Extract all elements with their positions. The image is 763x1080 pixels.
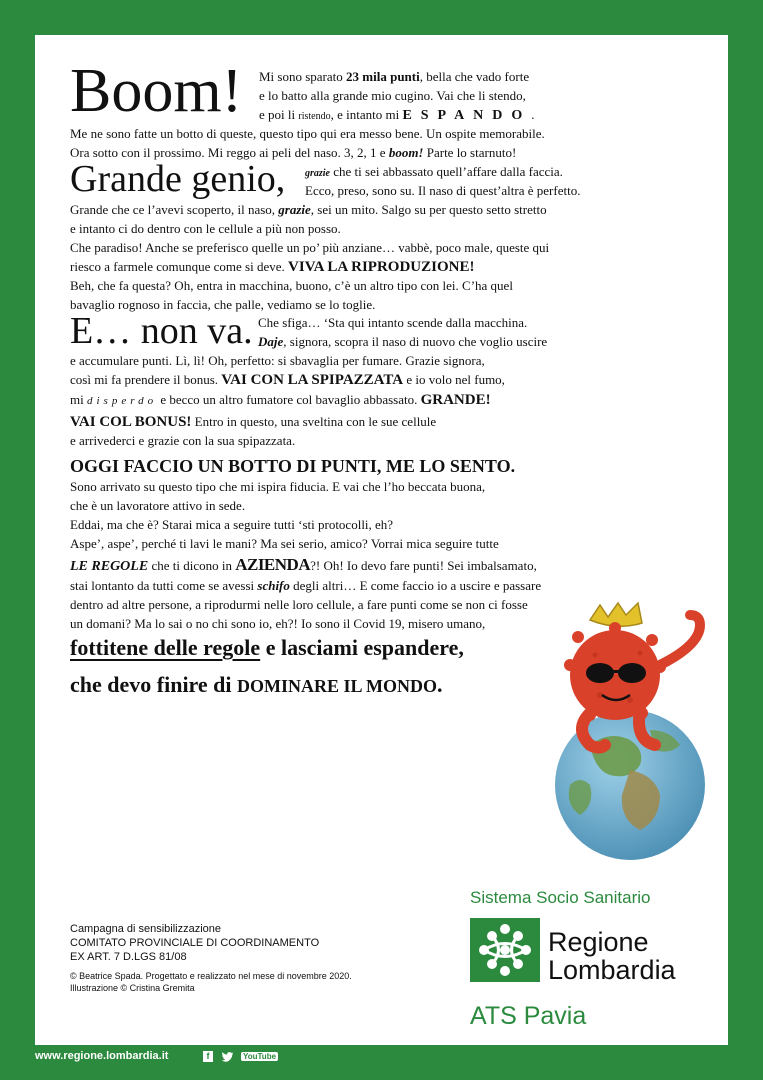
para-line: Aspe’, aspe’, perché ti lavi le mani? Ma sei serio, amico? Vorrai mica seguire tutte: [70, 536, 499, 551]
heading-boom: Boom!: [70, 57, 243, 125]
para-line: Ecco, preso, sono su. Il naso di quest’altra è perfetto.: [305, 183, 581, 198]
heading-non-va: E… non va.: [70, 310, 253, 352]
para-line: Eddai, ma che è? Starai mica a seguire tutti ‘sti protocolli, eh?: [70, 517, 394, 532]
para-line: Ora sotto con il prossimo. Mi reggo ai peli del naso. 3, 2, 1 e boom! Parte lo starnuto!: [70, 145, 517, 160]
regione-label: Regione: [548, 927, 649, 957]
para-line: Daje, signora, scopra il naso di nuovo che voglio uscire: [258, 334, 548, 349]
para-line: e accumulare punti. Lì, lì! Oh, perfetto: si sbavaglia per fumare. Grazie signora,: [70, 353, 485, 368]
campaign-info: [70, 922, 352, 994]
para-line: VAI COL BONUS! Entro in questo, una sveltina con le sue cellule: [70, 414, 437, 430]
para-line: che è un lavoratore attivo in sede.: [70, 498, 246, 513]
para-line: Me ne sono fatte un botto di queste, questo tipo qui era messo bene. Un ospite memorabile.: [70, 126, 545, 141]
rosa-camuna-icon: [470, 918, 540, 982]
para-line: stai lontanto da tutti come se avessi schifo degli altri… E come faccio io a uscire e passare: [70, 578, 542, 593]
para-line: Beh, che fa questa? Oh, entra in macchina, buono, c’è un altro tipo con lei. C’ha quel: [70, 278, 513, 293]
regione-lombardia-wordmark: [548, 928, 676, 984]
boom-line-1: Mi sono sparato 23 mila punti, bella che vado forte: [259, 69, 530, 84]
twitter-icon[interactable]: [221, 1052, 233, 1062]
virus-icon: [570, 630, 660, 720]
boom-line-3: e poi li ristendo, e intanto mi ESPANDO.: [259, 107, 535, 123]
closing-line-2: che devo finire di DOMINARE IL MONDO.: [70, 672, 443, 697]
credit-line: © Beatrice Spada. Progettato e realizzato nel mese di novembre 2020.: [70, 971, 352, 981]
boom-line-2: e lo batto alla grande mio cugino. Vai che li stendo,: [259, 88, 526, 103]
credit-line: Illustrazione © Cristina Gremita: [70, 983, 195, 993]
para-line: Che paradiso! Anche se preferisco quelle un po’ più anziane… vabbè, poco male, queste qui: [70, 240, 550, 255]
campaign-label: Campagna di sensibilizzazione: [70, 923, 222, 935]
para-line: Che sfiga… ‘Sta qui intanto scende dalla macchina.: [258, 315, 528, 330]
para-line: un domani? Ma lo sai o no chi sono io, eh?! Io sono il Covid 19, misero umano,: [70, 616, 486, 631]
website-link[interactable]: www.regione.lombardia.it: [35, 1050, 169, 1062]
virus-on-globe-illustration: [530, 595, 720, 875]
ats-pavia-label: ATS Pavia: [470, 1002, 587, 1030]
sistema-socio-sanitario-label: Sistema Socio Sanitario: [470, 888, 651, 907]
para-line: così mi fa prendere il bonus. VAI CON LA SPIPAZZATA e io volo nel fumo,: [70, 372, 505, 388]
para-line: dentro ad altre persone, a riprodurmi nelle loro cellule, a fare punti come se non ci fosse: [70, 597, 528, 612]
para-line: bavaglio rognoso in faccia, che palle, vediamo se lo toglie.: [70, 297, 376, 312]
social-links: [203, 1051, 278, 1062]
facebook-icon[interactable]: f: [203, 1051, 213, 1062]
para-line: e intanto ci do dentro con le cellule a più non posso.: [70, 221, 341, 236]
closing-line-1: fottitene delle regole e lasciami espandere,: [70, 635, 464, 660]
committee-label: COMITATO PROVINCIALE DI COORDINAMENTO: [70, 937, 320, 949]
heading-grande-genio: Grande genio,: [70, 158, 286, 200]
para-line: LE REGOLE che ti dicono in AZIENDA?! Oh! Io devo fare punti! Sei imbalsamato,: [70, 555, 537, 574]
para-line: mi disperdo e becco un altro fumatore col bavaglio abbassato. GRANDE!: [70, 392, 491, 408]
para-line: e arrivederci e grazie con la sua spipazzata.: [70, 433, 296, 448]
regione-lombardia-logo: [470, 918, 540, 982]
law-reference: EX ART. 7 D.LGS 81/08: [70, 951, 187, 963]
para-line: Grande che ce l’avevi scoperto, il naso, grazie, sei un mito. Salgo su per questo setto stretto: [70, 202, 547, 217]
heading-oggi: OGGI FACCIO UN BOTTO DI PUNTI, ME LO SENTO.: [70, 456, 516, 476]
youtube-icon[interactable]: YouTube: [243, 1052, 277, 1061]
para-line: riesco a farmele comunque come si deve. VIVA LA RIPRODUZIONE!: [70, 259, 475, 275]
para-line: Sono arrivato su questo tipo che mi ispira fiducia. E vai che l’ho beccata buona,: [70, 479, 486, 494]
para-line: grazie che ti sei abbassato quell’affare dalla faccia.: [305, 164, 563, 179]
lombardia-label: Lombardia: [548, 955, 676, 985]
